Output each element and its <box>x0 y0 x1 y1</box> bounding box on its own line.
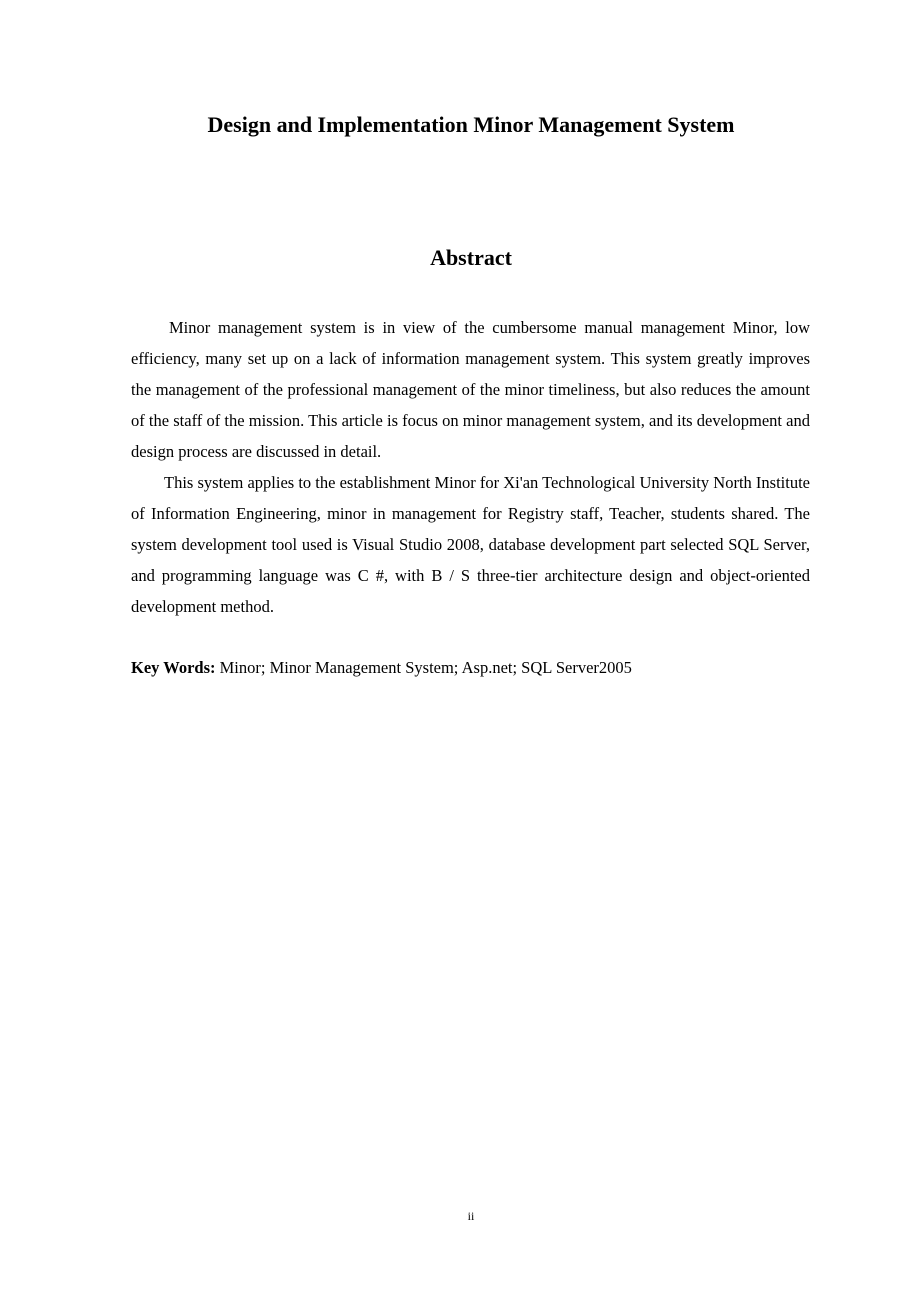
abstract-paragraph-1: Minor management system is in view of the cumbersome manual management Minor, low efficiency, many set up on a lack of information management system. This system greatly improves the management of the professional management of the minor timeliness, but also reduces the amount of the staff of the mission. This article is focus on minor management system, and its development and design process are discussed in detail. <box>131 318 810 461</box>
page-number: ii <box>467 1209 475 1223</box>
document-title: Design and Implementation Minor Management System <box>207 112 735 137</box>
abstract-body <box>131 312 810 622</box>
abstract-heading: Abstract <box>430 245 512 270</box>
keywords-text: Minor; Minor Management System; Asp.net; SQL Server2005 <box>215 658 632 677</box>
keywords-line <box>131 652 810 683</box>
abstract-paragraph-2: This system applies to the establishment Minor for Xi'an Technological University North Institute of Information Engineering, minor in management for Registry staff, Teacher, students shared. The system development tool used is Visual Studio 2008, database development part selected SQL Server, and programming language was C #, with B / S three-tier architecture design and object-oriented development method. <box>131 473 810 616</box>
keywords-label: Key Words: <box>131 658 216 677</box>
